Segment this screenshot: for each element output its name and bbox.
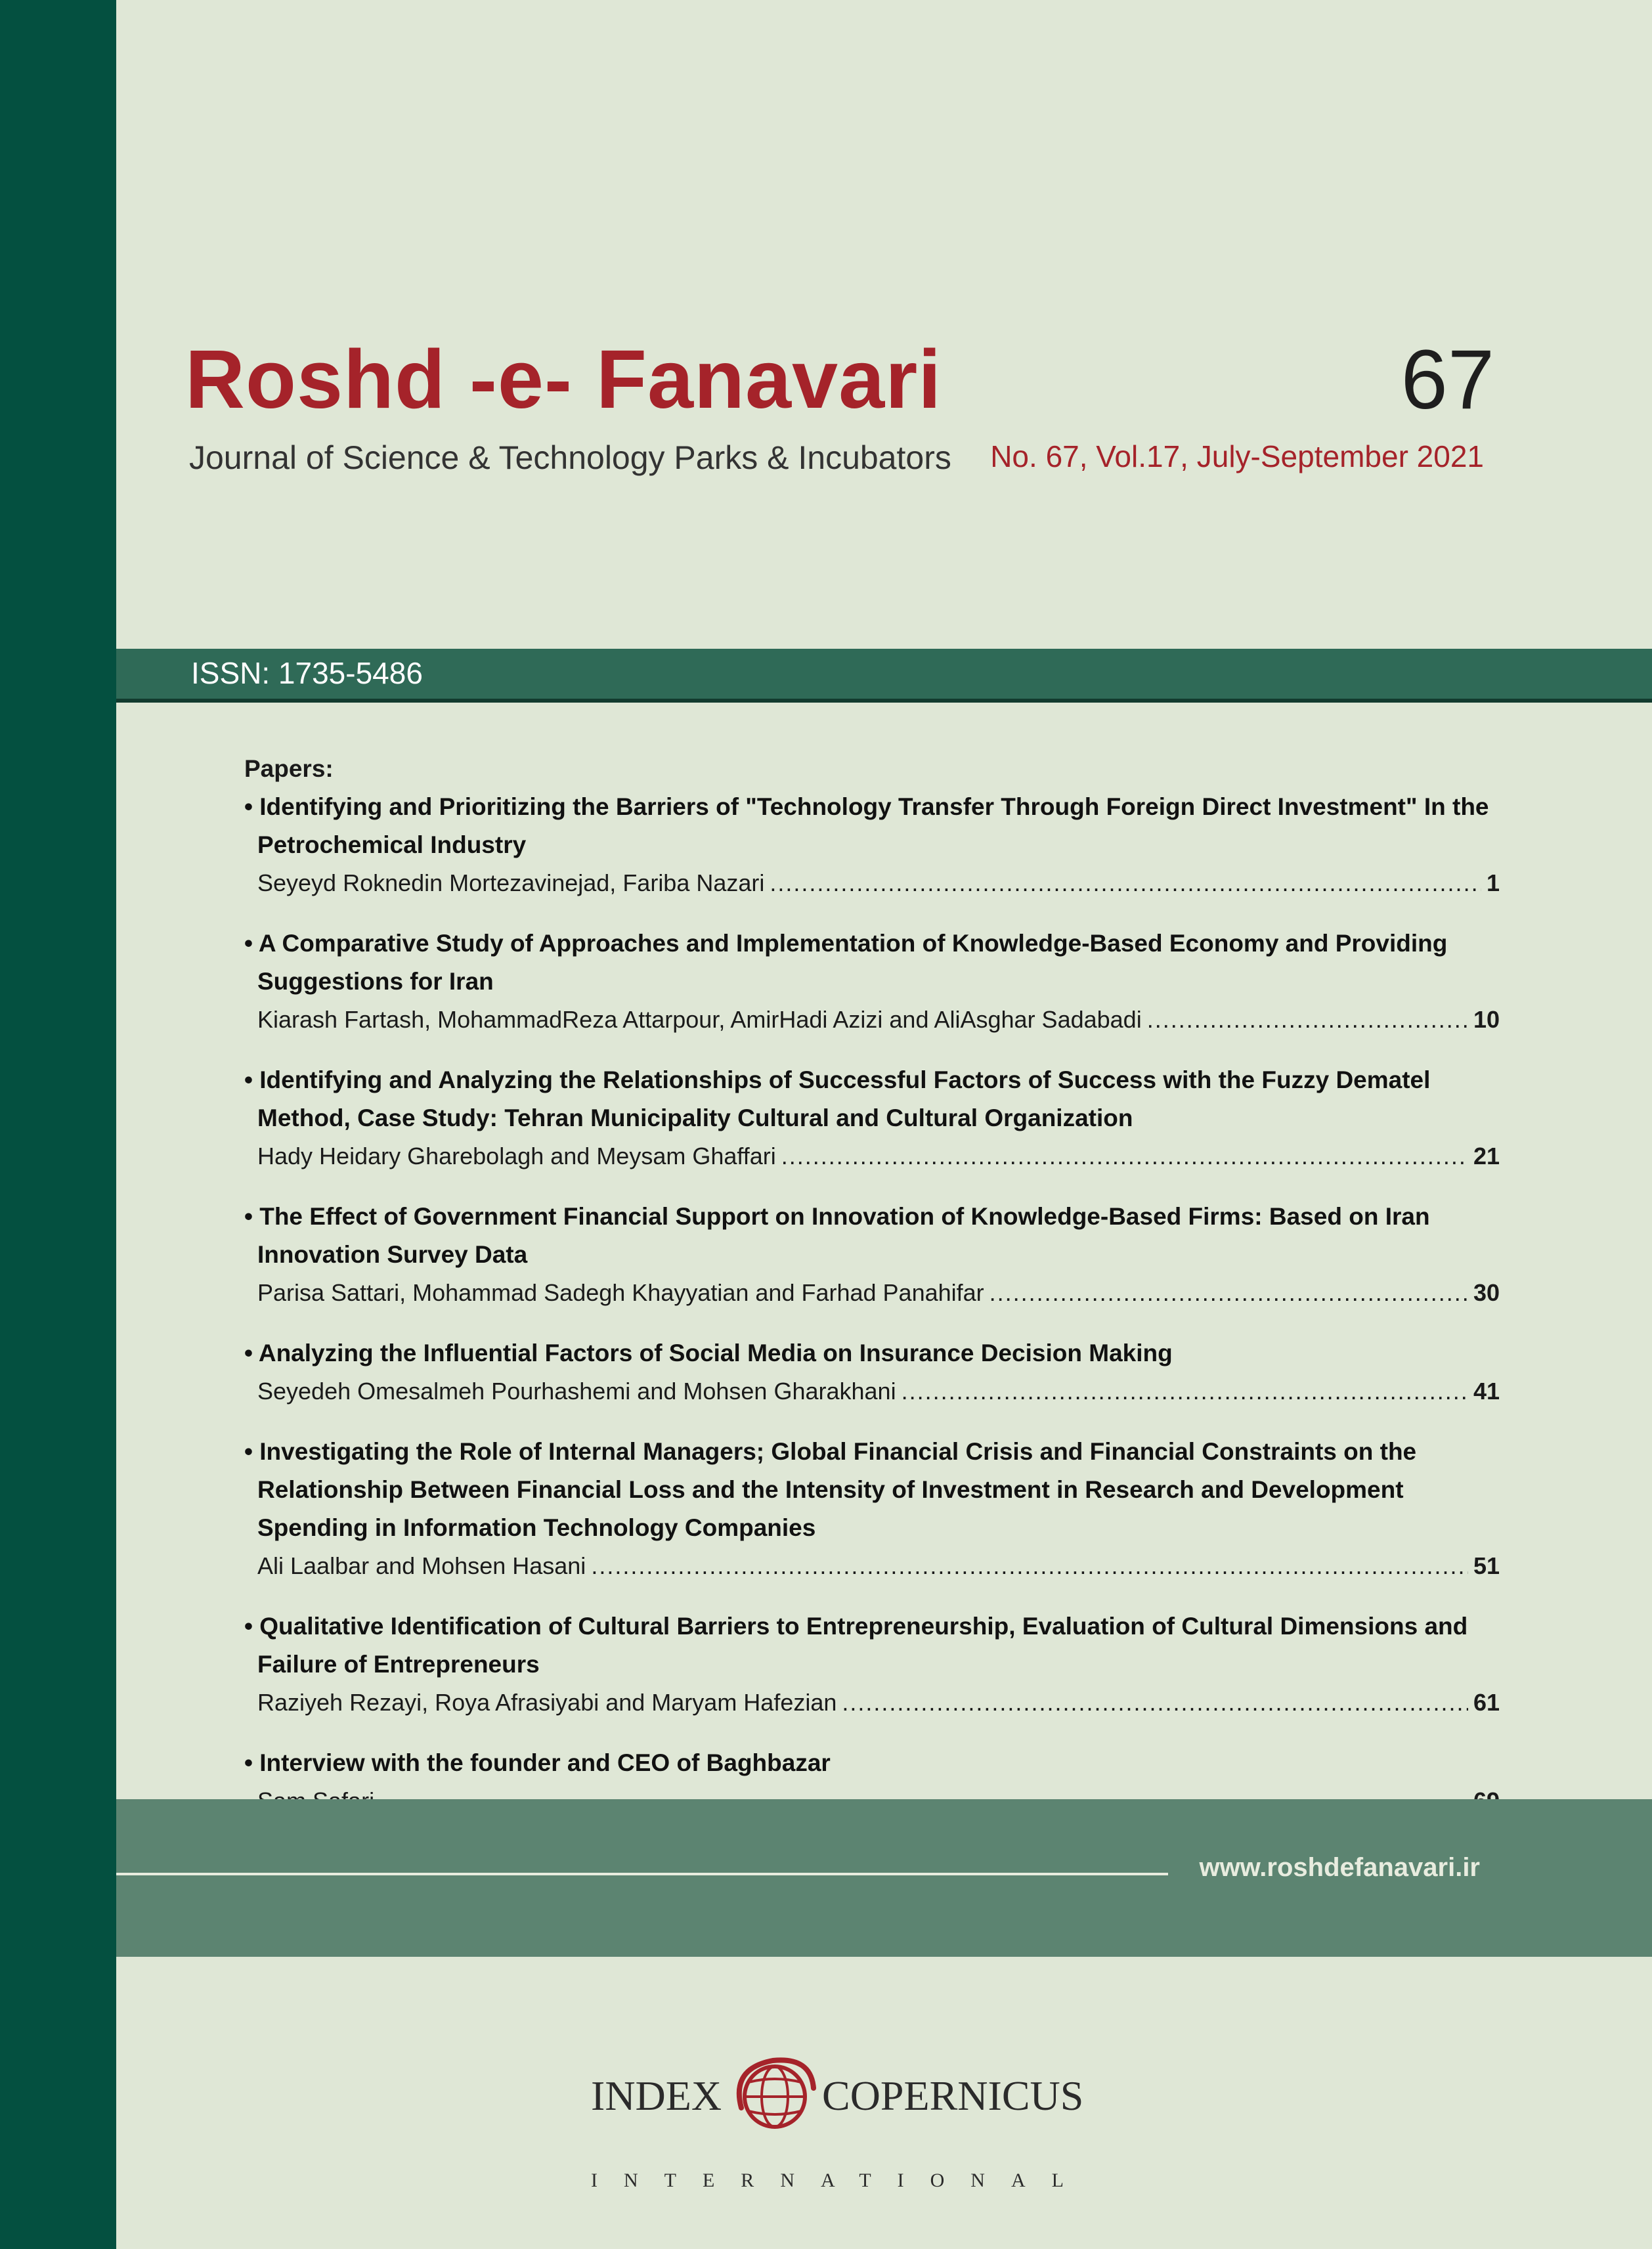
toc-entry-page: 51	[1473, 1552, 1500, 1579]
footer-band	[116, 1799, 1652, 1957]
toc-entry-authors: Kiarash Fartash, MohammadReza Attarpour, AmirHadi Azizi and AliAsghar Sadabadi	[257, 1006, 1142, 1033]
toc-entry	[244, 925, 1500, 1039]
toc-entry-authors: Parisa Sattari, Mohammad Sadegh Khayyatian and Farhad Panahifar	[257, 1279, 984, 1306]
dot-leader	[842, 1684, 1468, 1722]
footer-divider	[116, 1873, 1168, 1875]
toc-entry-authors: Seyeyd Roknedin Mortezavinejad, Fariba Nazari	[257, 869, 765, 896]
toc-entry-line	[244, 1372, 1500, 1410]
toc-entry	[244, 1607, 1500, 1722]
toc-entry-page: 30	[1473, 1279, 1500, 1306]
index-copernicus-logo	[591, 2042, 1090, 2200]
toc-entry	[244, 1198, 1500, 1312]
toc-entry-line	[244, 1137, 1500, 1175]
toc-entry-line	[244, 1274, 1500, 1312]
toc-entry-line	[244, 1001, 1500, 1039]
toc-entry-page: 1	[1486, 869, 1500, 896]
toc-entry-title: • Analyzing the Influential Factors of Social Media on Insurance Decision Making	[244, 1340, 1173, 1366]
toc-entry-authors: Raziyeh Rezayi, Roya Afrasiyabi and Maryam Hafezian	[257, 1689, 837, 1716]
toc-entry-page: 10	[1473, 1006, 1500, 1033]
logo-text-index: INDEX	[591, 2072, 722, 2119]
dot-leader	[902, 1372, 1468, 1410]
toc-entry-title: • Qualitative Identification of Cultural Barriers to Entrepreneurship, Evaluation of Cultural Dimensions and Failure of Entrepreneurs	[244, 1613, 1468, 1678]
issn-band	[116, 649, 1652, 703]
website-link[interactable]: www.roshdefanavari.ir	[1199, 1853, 1480, 1882]
toc-entry	[244, 1061, 1500, 1175]
toc-entry-title: • Identifying and Prioritizing the Barriers of "Technology Transfer Through Foreign Direct Investment" In the Petrochemical Industry	[244, 793, 1489, 858]
toc-entry-title: • A Comparative Study of Approaches and Implementation of Knowledge-Based Economy and Providing Suggestions for Iran	[244, 930, 1448, 995]
toc-entry-authors: Ali Laalbar and Mohsen Hasani	[257, 1552, 586, 1579]
globe-icon	[732, 2054, 817, 2139]
toc-entry-title: • Interview with the founder and CEO of Baghbazar	[244, 1749, 831, 1776]
table-of-contents	[244, 750, 1500, 1843]
dot-leader	[770, 864, 1481, 902]
dot-leader	[989, 1274, 1468, 1312]
toc-entry	[244, 1433, 1500, 1585]
toc-entry-title: • The Effect of Government Financial Support on Innovation of Knowledge-Based Firms: Based on Iran Innovation Survey Data	[244, 1203, 1430, 1268]
issue-info: No. 67, Vol.17, July-September 2021	[990, 439, 1484, 473]
issue-number: 67	[1401, 333, 1494, 427]
toc-entry	[244, 788, 1500, 902]
papers-label: Papers:	[244, 755, 334, 782]
toc-entry-line	[244, 864, 1500, 902]
toc-entry-title: • Identifying and Analyzing the Relationships of Successful Factors of Success with the Fuzzy Dematel Method, Case Study: Tehran Municipality Cultural and Cultural Organization	[244, 1066, 1431, 1131]
logo-text-international: INTERNATIONAL	[591, 2170, 1090, 2191]
toc-entry-line	[244, 1684, 1500, 1722]
toc-entry-authors: Seyedeh Omesalmeh Pourhashemi and Mohsen Gharakhani	[257, 1378, 896, 1405]
toc-entry-page: 21	[1473, 1143, 1500, 1169]
dot-leader	[591, 1547, 1468, 1585]
toc-entry-title: • Investigating the Role of Internal Managers; Global Financial Crisis and Financial Constraints on the Relationship Between Financial Loss and the Intensity of Investment in Research and Development Spending in Information Technology Companies	[244, 1438, 1417, 1541]
issn-label: ISSN: 1735-5486	[191, 656, 423, 690]
logo-text-copernicus: COPERNICUS	[822, 2072, 1084, 2119]
toc-entry-authors: Hady Heidary Gharebolagh and Meysam Ghaffari	[257, 1143, 776, 1169]
dot-leader	[1147, 1001, 1468, 1039]
toc-entry-line	[244, 1547, 1500, 1585]
dot-leader	[781, 1137, 1468, 1175]
toc-entry-page: 61	[1473, 1689, 1500, 1716]
journal-subtitle: Journal of Science & Technology Parks & Incubators	[189, 439, 951, 476]
cover-spine	[0, 0, 116, 2249]
toc-entry-page: 41	[1473, 1378, 1500, 1405]
toc-entry	[244, 1334, 1500, 1410]
journal-title: Roshd -e- Fanavari	[185, 333, 942, 426]
